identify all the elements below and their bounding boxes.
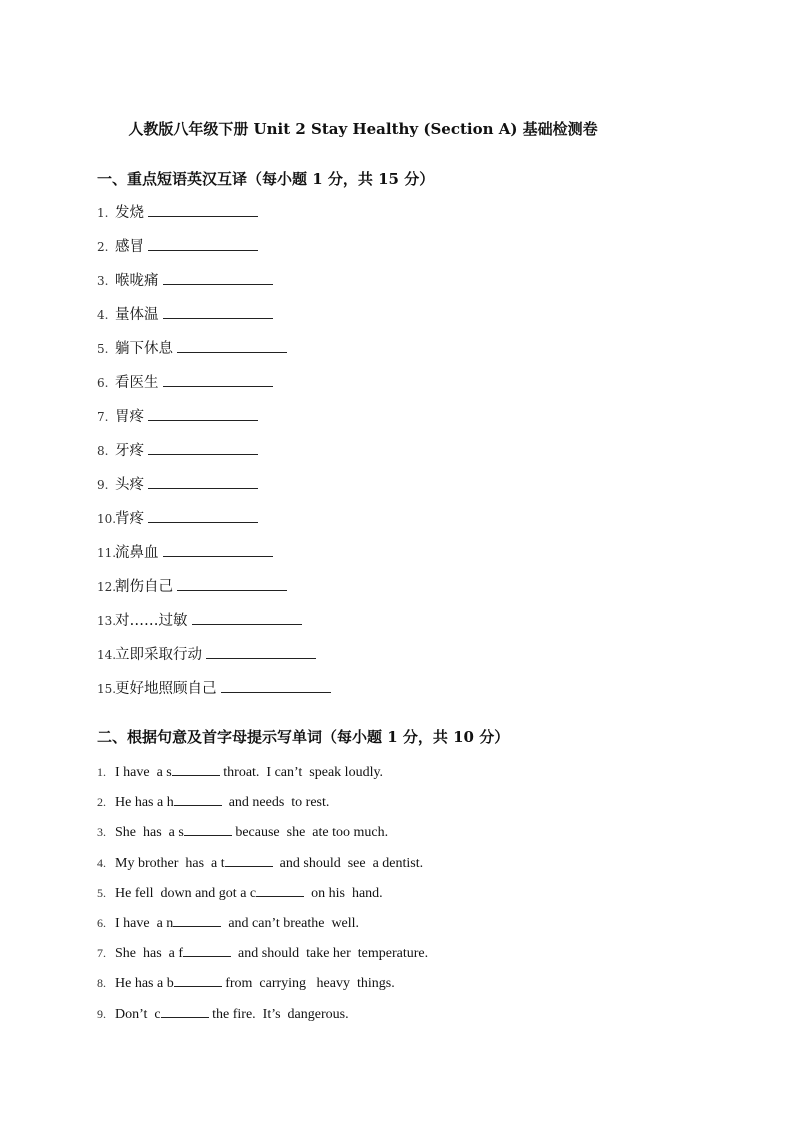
sentence-after-blank: from carrying heavy things. (221, 976, 395, 992)
answer-blank[interactable] (206, 645, 316, 659)
sentence-after-blank: and should take her temperature. (231, 946, 429, 962)
phrase-text: 更好地照顾自己 (115, 681, 217, 697)
item-number: 10. (97, 512, 117, 526)
answer-blank[interactable] (163, 543, 273, 557)
phrase-item (97, 643, 316, 664)
phrase-item (97, 405, 258, 426)
phrase-text: 背疼 (115, 511, 144, 527)
sentence-before-blank: I have a n (115, 916, 174, 931)
sentence-before-blank: She has a f (115, 946, 184, 962)
sentence-item (97, 792, 329, 811)
phrase-item (97, 235, 258, 256)
sentence-before-blank: She has a s (115, 825, 184, 841)
sentence-item (97, 853, 423, 872)
item-number: 6. (97, 376, 109, 390)
phrase-text: 头疼 (115, 477, 144, 493)
sentence-before-blank: He has a h (115, 795, 174, 811)
answer-blank[interactable] (163, 271, 273, 285)
answer-blank[interactable] (183, 943, 231, 957)
item-number: 5. (97, 342, 109, 356)
sentence-before-blank: My brother has a t (115, 855, 225, 871)
sentence-after-blank: on his hand. (304, 885, 383, 901)
item-number: 8. (97, 444, 109, 458)
answer-blank[interactable] (148, 475, 258, 489)
sentence-before-blank: I have a s (115, 765, 172, 780)
sentence-item (97, 1004, 349, 1023)
answer-blank[interactable] (148, 237, 258, 251)
sentence-before-blank: He has a b (115, 976, 174, 992)
answer-blank[interactable] (172, 762, 220, 776)
phrase-text: 胃疼 (115, 409, 144, 425)
phrase-text: 发烧 (115, 205, 144, 221)
sentence-after-blank: and can’t breathe well. (221, 916, 360, 931)
item-number: 3. (97, 274, 109, 288)
answer-blank[interactable] (177, 339, 287, 353)
phrase-item (97, 541, 273, 562)
answer-blank[interactable] (256, 883, 304, 897)
item-number: 15. (97, 682, 117, 696)
item-number: 4. (97, 855, 106, 870)
item-number: 3. (97, 825, 106, 840)
sentence-after-blank: and should see a dentist. (272, 855, 424, 871)
section-1-heading: 一、重点短语英汉互译（每小题 1 分，共 15 分） (97, 170, 435, 188)
phrase-item (97, 609, 302, 630)
phrase-item (97, 269, 273, 290)
phrase-item (97, 201, 258, 222)
sentence-item (97, 973, 395, 992)
sentence-item (97, 913, 359, 932)
answer-blank[interactable] (221, 679, 331, 693)
item-number: 2. (97, 795, 106, 810)
sentence-before-blank: He fell down and got a c (115, 885, 257, 901)
item-number: 13. (97, 614, 117, 628)
phrase-item (97, 371, 273, 392)
answer-blank[interactable] (148, 441, 258, 455)
item-number: 11. (97, 546, 117, 560)
answer-blank[interactable] (173, 913, 221, 927)
phrase-item (97, 575, 287, 596)
answer-blank[interactable] (174, 973, 222, 987)
section-2-heading: 二、根据句意及首字母提示写单词（每小题 1 分，共 10 分） (97, 728, 510, 746)
answer-blank[interactable] (148, 203, 258, 217)
answer-blank[interactable] (148, 509, 258, 523)
phrase-text: 躺下休息 (115, 341, 173, 357)
phrase-text: 割伤自己 (115, 579, 173, 595)
sentence-item (97, 762, 383, 781)
phrase-text: 立即采取行动 (115, 647, 202, 663)
phrase-text: 喉咙痛 (115, 273, 159, 289)
item-number: 9. (97, 478, 109, 492)
item-number: 1. (97, 765, 106, 779)
sentence-after-blank: the fire. It’s dangerous. (208, 1006, 349, 1022)
answer-blank[interactable] (161, 1004, 209, 1018)
item-number: 4. (97, 308, 109, 322)
item-number: 14. (97, 648, 117, 662)
phrase-item (97, 677, 331, 698)
phrase-text: 看医生 (115, 375, 159, 391)
answer-blank[interactable] (163, 305, 273, 319)
phrase-item (97, 303, 273, 324)
item-number: 12. (97, 580, 117, 594)
item-number: 8. (97, 976, 106, 991)
phrase-item (97, 473, 258, 494)
item-number: 5. (97, 885, 106, 900)
answer-blank[interactable] (184, 822, 232, 836)
phrase-item (97, 439, 258, 460)
item-number: 7. (97, 946, 106, 961)
sentence-before-blank: Don’t c (115, 1006, 161, 1022)
sentence-after-blank: because she ate too much. (231, 825, 389, 841)
item-number: 7. (97, 410, 109, 424)
answer-blank[interactable] (192, 611, 302, 625)
sentence-item (97, 822, 388, 841)
phrase-text: 量体温 (115, 307, 159, 323)
item-number: 1. (97, 206, 109, 220)
answer-blank[interactable] (174, 792, 222, 806)
item-number: 9. (97, 1006, 106, 1021)
phrase-item (97, 507, 258, 528)
sentence-item (97, 943, 428, 962)
answer-blank[interactable] (177, 577, 287, 591)
phrase-text: 对……过敏 (115, 613, 188, 629)
phrase-item (97, 337, 287, 358)
page-title: 人教版八年级下册 Unit 2 Stay Healthy (Section A) 基础检测卷 (128, 120, 598, 138)
item-number: 6. (97, 916, 106, 930)
sentence-item (97, 883, 383, 902)
phrase-text: 流鼻血 (115, 545, 159, 561)
answer-blank[interactable] (148, 407, 258, 421)
sentence-after-blank: throat. I can’t speak loudly. (219, 765, 384, 780)
phrase-text: 感冒 (115, 239, 144, 255)
sentence-after-blank: and needs to rest. (221, 795, 330, 811)
answer-blank[interactable] (225, 853, 273, 867)
item-number: 2. (97, 240, 109, 254)
answer-blank[interactable] (163, 373, 273, 387)
phrase-text: 牙疼 (115, 443, 144, 459)
